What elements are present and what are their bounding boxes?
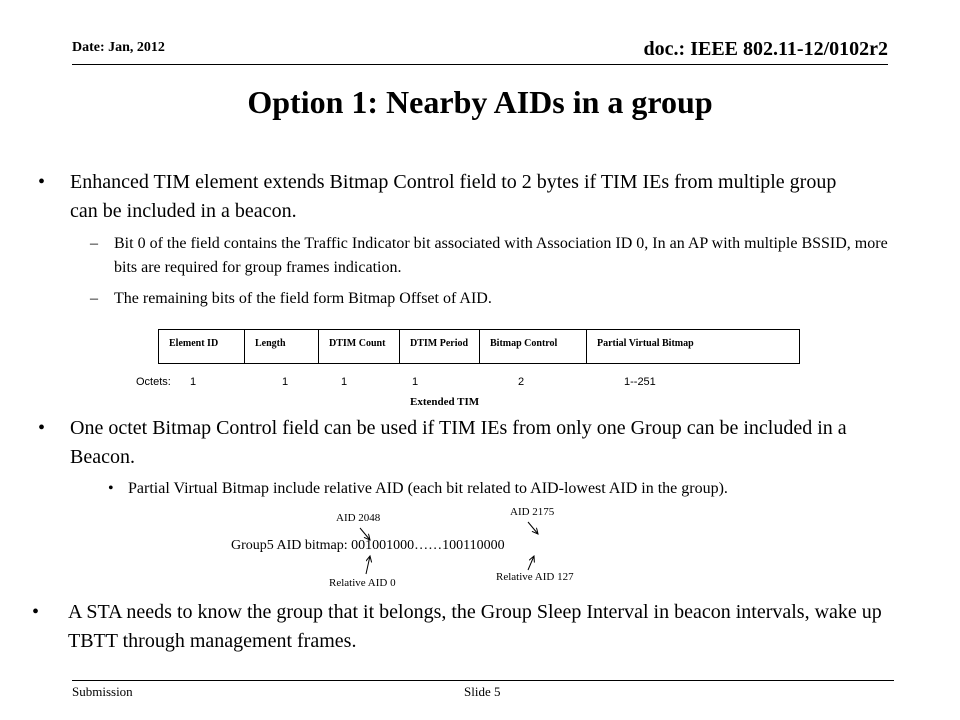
label-relative-aid-127: Relative AID 127 <box>496 571 574 583</box>
octet-value: 1 <box>412 376 419 388</box>
sub-bullet-2-1-text: Partial Virtual Bitmap include relative AID (each bit related to AID-lowest AID in the group). <box>128 480 728 497</box>
header-doc-id: doc.: IEEE 802.11-12/0102r2 <box>643 38 888 60</box>
table-cell: DTIM Count <box>319 330 400 364</box>
octet-value: 1 <box>282 376 289 388</box>
table-cell: Bitmap Control <box>480 330 587 364</box>
octet-value: 1 <box>341 376 348 388</box>
octets-label: Octets: <box>136 376 171 388</box>
sub-bullet-1-2-text: The remaining bits of the field form Bitmap Offset of AID. <box>114 290 492 307</box>
arrow-aid-2175 <box>528 522 538 534</box>
footer-slide-number: Slide 5 <box>464 684 501 699</box>
footer-submission: Submission <box>72 684 133 699</box>
sub-bullet-1-1-text: Bit 0 of the field contains the Traffic Indicator bit associated with Association ID 0, In an AP with multiple BSSID, more bits are required for group frames indication. <box>114 235 888 276</box>
bullet-dot-icon: • <box>38 417 46 439</box>
bullet-3-text: A STA needs to know the group that it belongs, the Group Sleep Interval in beacon intervals, wake up TBTT through management frames. <box>68 601 882 652</box>
bullet-dot-icon: • <box>32 601 40 623</box>
footer-divider <box>72 680 894 681</box>
header-date: Date: Jan, 2012 <box>72 40 165 55</box>
table-cell: Length <box>245 330 319 364</box>
dash-icon: – <box>90 235 98 252</box>
slide-title: Option 1: Nearby AIDs in a group <box>247 84 713 120</box>
bullet-dot-icon: • <box>38 171 46 193</box>
arrow-aid-2048 <box>360 528 370 540</box>
bullet-1-text: Enhanced TIM element extends Bitmap Control field to 2 bytes if TIM IEs from multiple group can be included in a beacon. <box>70 171 837 222</box>
dash-icon: – <box>90 290 98 307</box>
arrow-relative-aid-127 <box>528 556 534 570</box>
octet-value: 1--251 <box>624 376 656 388</box>
octet-value: 2 <box>518 376 525 388</box>
label-aid-2048: AID 2048 <box>336 512 381 524</box>
bullet-2-text: One octet Bitmap Control field can be used if TIM IEs from only one Group can be included in a Beacon. <box>70 417 847 468</box>
octet-value: 1 <box>190 376 197 388</box>
bullet-dot-icon: • <box>108 480 114 497</box>
group-aid-bitmap: Group5 AID bitmap: 001001000……100110000 <box>231 538 505 553</box>
label-relative-aid-0: Relative AID 0 <box>329 577 396 589</box>
label-aid-2175: AID 2175 <box>510 506 555 518</box>
arrow-relative-aid-0 <box>366 556 370 574</box>
table-cell: DTIM Period <box>400 330 480 364</box>
table-cell: Partial Virtual Bitmap <box>587 330 800 364</box>
table-cell: Element ID <box>159 330 245 364</box>
table-caption: Extended TIM <box>410 396 480 408</box>
bullet-3 <box>32 598 892 656</box>
